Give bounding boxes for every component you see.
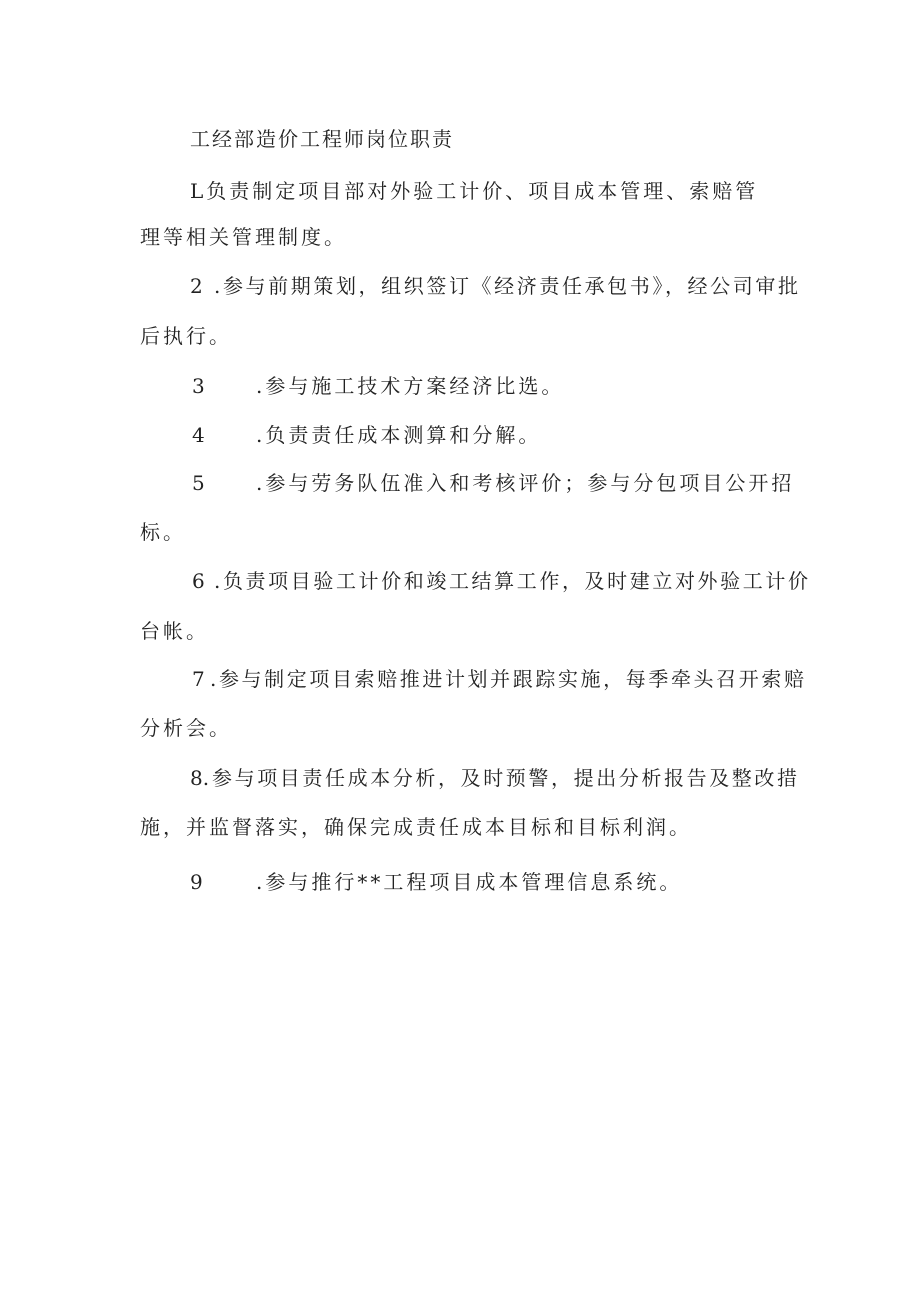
item-6-number: 6 xyxy=(192,569,205,593)
item-5-line-1: .参与劳务队伍准入和考核评价；参与分包项目公开招 xyxy=(256,471,795,495)
item-3-line-1: .参与施工技术方案经济比选。 xyxy=(256,374,565,398)
item-4-line-1: .负责责任成本测算和分解。 xyxy=(256,423,542,447)
item-2-line-2: 后执行。 xyxy=(140,324,232,348)
item-1-line-1: L负责制定项目部对外验工计价、项目成本管理、索赔管 xyxy=(190,179,759,203)
item-4-number: 4 xyxy=(192,423,205,447)
item-7-number: 7 xyxy=(192,667,205,691)
item-7-line-2: 分析会。 xyxy=(140,716,232,740)
item-9-line-1: .参与推行**工程项目成本管理信息系统。 xyxy=(256,870,683,894)
item-8-line-1: 参与项目责任成本分析，及时预警，提出分析报告及整改措 xyxy=(212,766,800,790)
item-8-number: 8. xyxy=(190,766,210,790)
item-6-line-2: 台帐。 xyxy=(140,619,209,643)
document-title: 工经部造价工程师岗位职责 xyxy=(190,127,454,151)
item-9-number: 9 xyxy=(190,870,203,894)
item-5-number: 5 xyxy=(192,471,205,495)
item-2-line-1: .参与前期策划，组织签订《经济责任承包书》，经公司审批 xyxy=(214,274,801,298)
item-2-number: 2 xyxy=(190,274,203,298)
item-8-line-2: 施，并监督落实，确保完成责任成本目标和目标利润。 xyxy=(140,815,692,839)
item-7-line-1: .参与制定项目索赔推进计划并跟踪实施，每季牵头召开索赔 xyxy=(210,667,807,691)
item-3-number: 3 xyxy=(192,374,205,398)
item-6-line-1: .负责项目验工计价和竣工结算工作，及时建立对外验工计价 xyxy=(214,569,811,593)
item-1-line-2: 理等相关管理制度。 xyxy=(140,225,347,249)
item-5-line-2: 标。 xyxy=(140,520,186,544)
